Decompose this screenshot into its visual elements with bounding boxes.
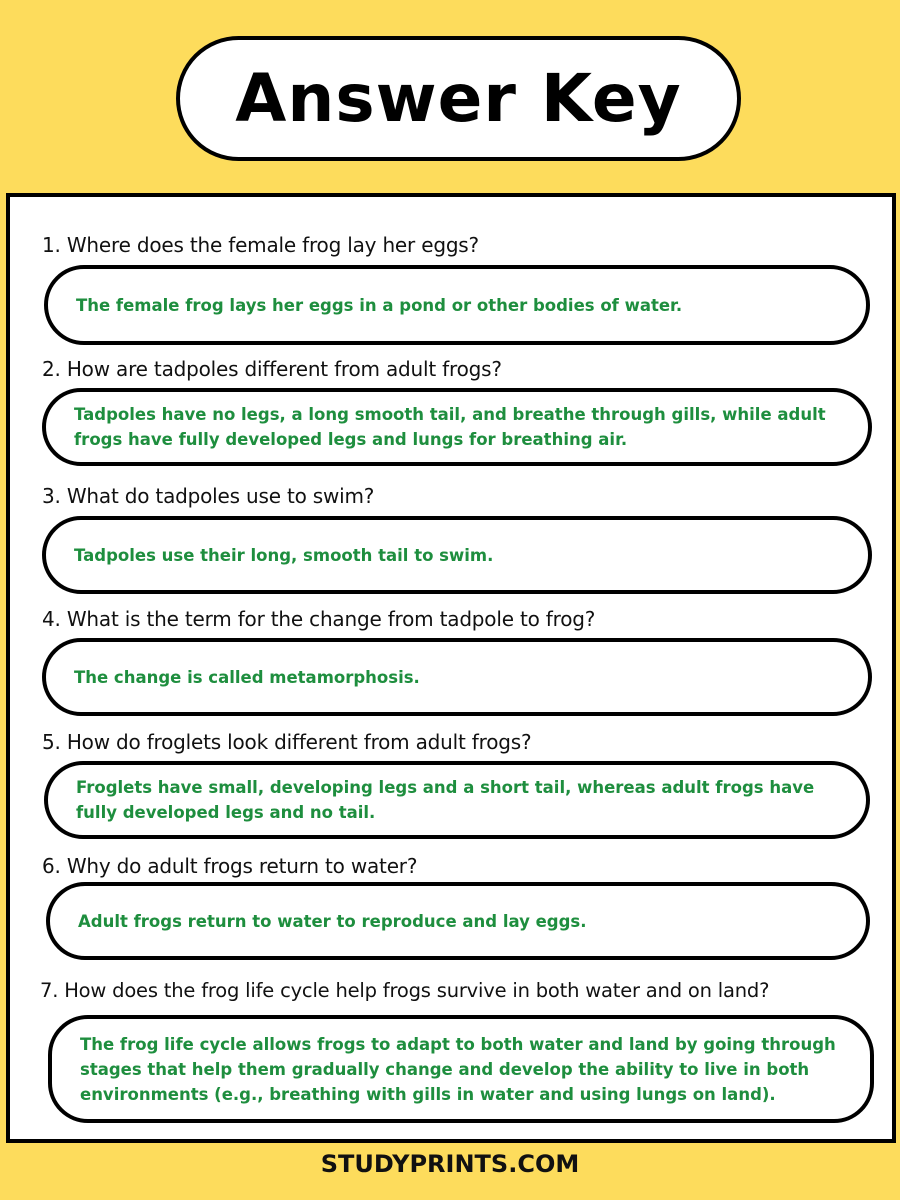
question-5: 5. How do froglets look different from adult frogs? (42, 730, 532, 754)
answer-box-2 (42, 388, 872, 466)
question-1: 1. Where does the female frog lay her eggs? (42, 233, 479, 257)
question-7: 7. How does the frog life cycle help frogs survive in both water and on land? (40, 979, 770, 1002)
answer-6: Adult frogs return to water to reproduce and lay eggs. (78, 911, 587, 931)
answer-box-7 (48, 1015, 874, 1123)
answer-box-1 (44, 265, 870, 345)
answer-4: The change is called metamorphosis. (74, 667, 420, 687)
question-3: 3. What do tadpoles use to swim? (42, 484, 375, 508)
answer-1: The female frog lays her eggs in a pond or other bodies of water. (76, 295, 683, 315)
answer-box-3 (42, 516, 872, 594)
question-4: 4. What is the term for the change from tadpole to frog? (42, 607, 596, 631)
title-banner (176, 36, 741, 161)
footer-site: STUDYPRINTS.COM (320, 1150, 580, 1178)
answer-2: Tadpoles have no legs, a long smooth tail, and breathe through gills, while adult frogs have fully developed legs and lungs for breathing air. (74, 405, 826, 449)
answer-5: Froglets have small, developing legs and a short tail, whereas adult frogs have fully developed legs and no tail. (76, 778, 815, 822)
page-title: Answer Key (235, 60, 682, 137)
answer-box-4 (42, 638, 872, 716)
answer-panel (6, 193, 896, 1143)
answer-box-6 (46, 882, 870, 960)
answer-3: Tadpoles use their long, smooth tail to swim. (74, 545, 494, 565)
question-2: 2. How are tadpoles different from adult frogs? (42, 357, 502, 381)
question-6: 6. Why do adult frogs return to water? (42, 854, 418, 878)
answer-7: The frog life cycle allows frogs to adapt to both water and land by going through stages that help them gradually change and develop the ability to live in both environments (e.g., breathing with gills in water and using lungs on land). (80, 1034, 836, 1104)
answer-box-5 (44, 761, 870, 839)
